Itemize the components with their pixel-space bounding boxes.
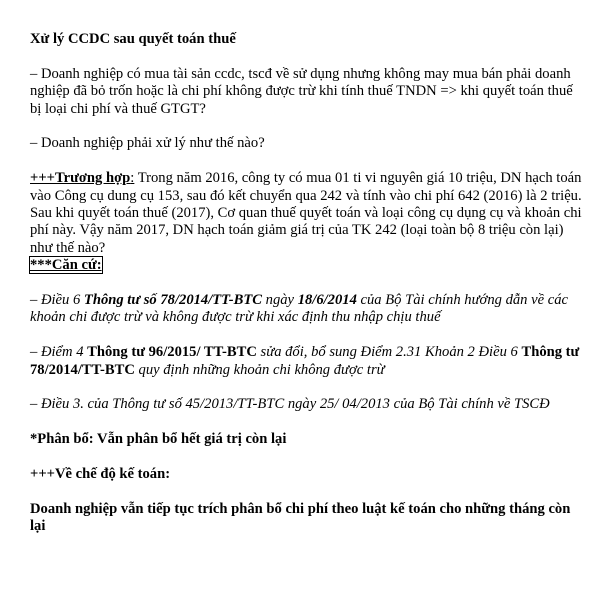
reference-1 xyxy=(30,292,585,327)
question-how-paragraph: – Doanh nghiệp phải xử lý như thế nào? xyxy=(30,135,265,152)
reference-2-prefix: – Điểm 4 xyxy=(30,344,88,361)
reference-2-suffix: quy định những khoản chi không được trừ xyxy=(134,361,385,378)
accounting-label: +++Về chế độ kế toán: xyxy=(30,466,171,483)
conclusion-paragraph: Doanh nghiệp vẫn tiếp tục trích phân bổ chi phí theo luật kế toán cho những tháng còn lại xyxy=(30,500,571,535)
reference-1-doc: Thông tư số 78/2014/TT-BTC xyxy=(83,292,263,309)
reference-3: – Điều 3. của Thông tư số 45/2013/TT-BTC ngày 25/ 04/2013 của Bộ Tài chính về TSCĐ xyxy=(30,396,550,413)
question-paragraph: – Doanh nghiệp có mua tài sản ccdc, tscđ về sử dụng nhưng không may mua bán phải doanh nghiệp đã bỏ trốn hoặc là chi phí không được trừ khi tính thuế TNDN => khi quyết toán thuế bị loại chi phí và thuế GTGT? xyxy=(30,65,573,117)
allocation-line: *Phân bổ: Vẫn phân bổ hết giá trị còn lại xyxy=(30,431,287,448)
reference-2-mid: sửa đổi, bổ sung Điểm 2.31 Khoản 2 Điều 6 xyxy=(256,344,522,361)
reference-2-doc1: Thông tư 96/2015/ TT-BTC xyxy=(87,344,257,361)
case-text: Trong năm 2016, công ty có mua 01 ti vi nguyên giá 10 triệu, DN hạch toán vào Công cụ dung cụ 153, sau đó kết chuyển qua 242 và tính vào chi phí 642 (2016) là 2 triệu. xyxy=(30,170,582,204)
reference-2 xyxy=(30,344,585,379)
reference-2-doc2: Thông tư 78/2014/TT-BTC xyxy=(30,344,580,378)
reference-1-prefix: – Điều 6 xyxy=(30,292,84,309)
case-followup-paragraph: Sau khi quyết toán thuế (2017), Cơ quan thuế quyết toán và loại công cụ dụng cụ và khoản chi phí này. Vậy năm 2017, DN hạch toán giảm giá trị của TK 242 (loại toàn bộ 8 triệu còn lại) như thế nào? xyxy=(30,205,582,256)
case-paragraph xyxy=(30,170,585,205)
reference-1-mid: ngày xyxy=(262,292,298,309)
basis-label: ***Căn cứ: xyxy=(30,257,102,274)
document-body xyxy=(30,31,585,536)
case-colon: : xyxy=(130,170,135,187)
case-label: +++Trương hợp xyxy=(30,170,131,187)
reference-1-suffix: của Bộ Tài chính hướng dẫn về các khoản chi được trừ và không được trừ khi xác định thu nhập chịu thuế xyxy=(30,292,568,326)
reference-1-date: 18/6/2014 xyxy=(297,292,357,309)
document-title: Xử lý CCDC sau quyết toán thuế xyxy=(30,31,236,47)
